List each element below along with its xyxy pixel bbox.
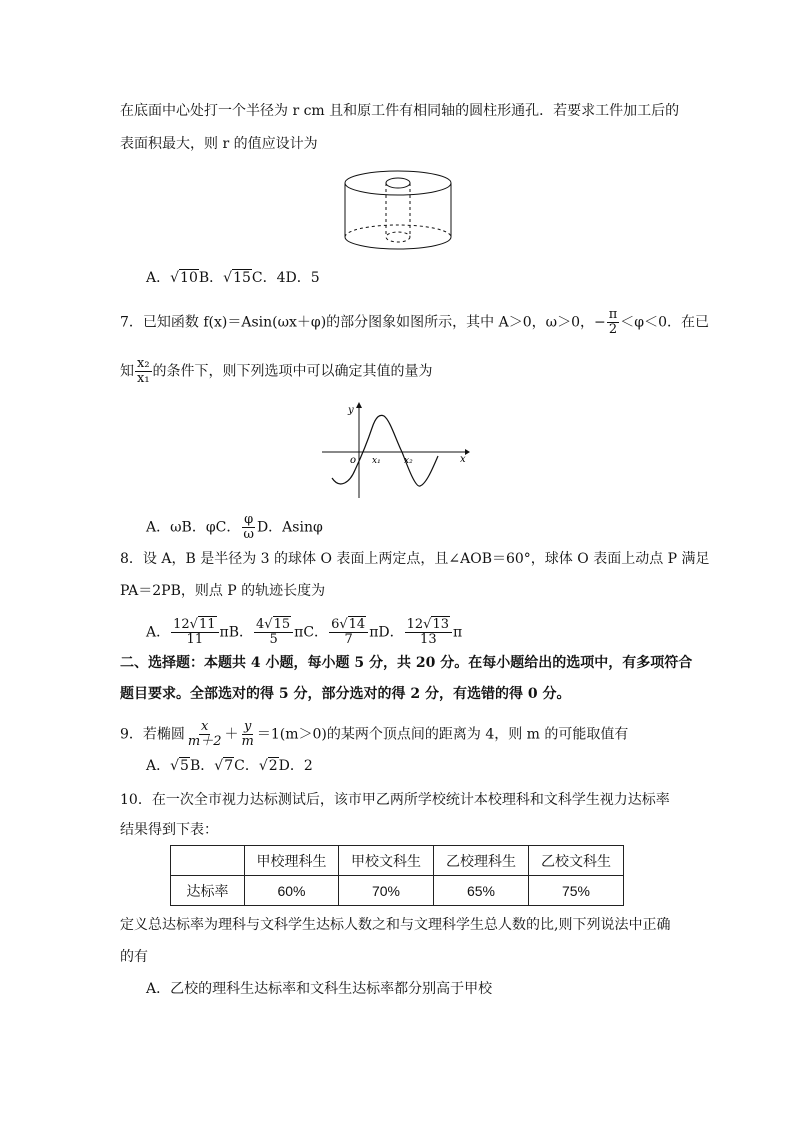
q9-choices: A．√5B．√7C．√2D．2 bbox=[146, 758, 313, 774]
q6-choices: A．√10B．√15C．4D．5 bbox=[146, 270, 320, 286]
y-axis-label: y bbox=[348, 405, 354, 416]
table-cell: 65% bbox=[434, 876, 529, 906]
table-header-row bbox=[171, 846, 624, 876]
q8-text-line1: 8．设 A，B 是半径为 3 的球体 O 表面上两定点，且∠AOB＝60°，球体 O 表面上动点 P 满足 bbox=[120, 551, 710, 567]
q8-choices: A． $\frac{12√11}{11}$ πB． $\frac{4√15}{5}$ πC． $\frac{6√14}{7}$ πD． $\frac{12√13}{13}$ π bbox=[146, 617, 463, 647]
x-axis-label: x bbox=[460, 454, 466, 465]
section2-heading-line1: 二、选择题：本题共 4 小题，每小题 5 分，共 20 分。在每小题给出的选项中，有多项符合 bbox=[120, 655, 693, 671]
x2-label: x₂ bbox=[404, 456, 413, 466]
table-header-cell: 乙校文科生 bbox=[529, 846, 624, 876]
q10-definition-line1: 定义总达标率为理科与文科学生达标人数之和与文理科学生总人数的比,则下列说法中正确 bbox=[120, 917, 671, 933]
q10-text-line1: 10．在一次全市视力达标测试后，该市甲乙两所学校统计本校理科和文科学生视力达标率 bbox=[120, 792, 670, 808]
section2-heading-line2: 题目要求。全部选对的得 5 分，部分选对的得 2 分，有选错的得 0 分。 bbox=[120, 686, 571, 702]
pass-rate-table bbox=[170, 845, 624, 906]
x1-label: x₁ bbox=[372, 456, 381, 466]
q10-definition-line2: 的有 bbox=[120, 949, 148, 965]
table-cell: 60% bbox=[245, 876, 339, 906]
q7-choices: A．ωB．φC． $\frac{\varphi}{\omega}$ D．Asinφ bbox=[146, 512, 323, 542]
q10-text-line2: 结果得到下表： bbox=[120, 822, 218, 838]
q7-text-line1: 7．已知函数 f(x)＝Asin(ωx＋φ)的部分图象如图所示，其中 A＞0，ω＞0，− $\frac{\pi}{2}$ ＜φ＜0．在已 bbox=[120, 307, 709, 337]
table-row-label: 达标率 bbox=[171, 876, 245, 906]
cylinder-with-hole-figure bbox=[340, 165, 460, 265]
table-header-cell: 乙校理科生 bbox=[434, 846, 529, 876]
table-header-cell: 甲校理科生 bbox=[245, 846, 339, 876]
origin-label: o bbox=[350, 455, 357, 466]
q7-text-line2: 知 $\frac{\text{x₂}}{\text{x₁}}$ 的条件下，则下列选项中可以确定其值的量为 bbox=[120, 356, 433, 386]
sine-graph-figure bbox=[320, 400, 470, 500]
q9-text: 9．若椭圆 $\frac{x}{m+2}$ ＋ $\frac{y}{m}$ ＝1(m＞0)的某两个顶点间的距离为 4，则 m 的可能取值有 bbox=[120, 719, 629, 749]
table-cell: 70% bbox=[339, 876, 434, 906]
table-header-cell bbox=[171, 846, 245, 876]
table-row bbox=[171, 876, 624, 906]
table-header-cell: 甲校文科生 bbox=[339, 846, 434, 876]
q8-text-line2: PA＝2PB，则点 P 的轨迹长度为 bbox=[120, 583, 326, 599]
q6-text-line2: 表面积最大，则 r 的值应设计为 bbox=[120, 136, 318, 152]
table-cell: 75% bbox=[529, 876, 624, 906]
q6-text-line1: 在底面中心处打一个半径为 r cm 且和原工件有相同轴的圆柱形通孔．若要求工件加工后的 bbox=[120, 103, 680, 119]
q10-option-a: A．乙校的理科生达标率和文科生达标率都分别高于甲校 bbox=[146, 981, 493, 997]
